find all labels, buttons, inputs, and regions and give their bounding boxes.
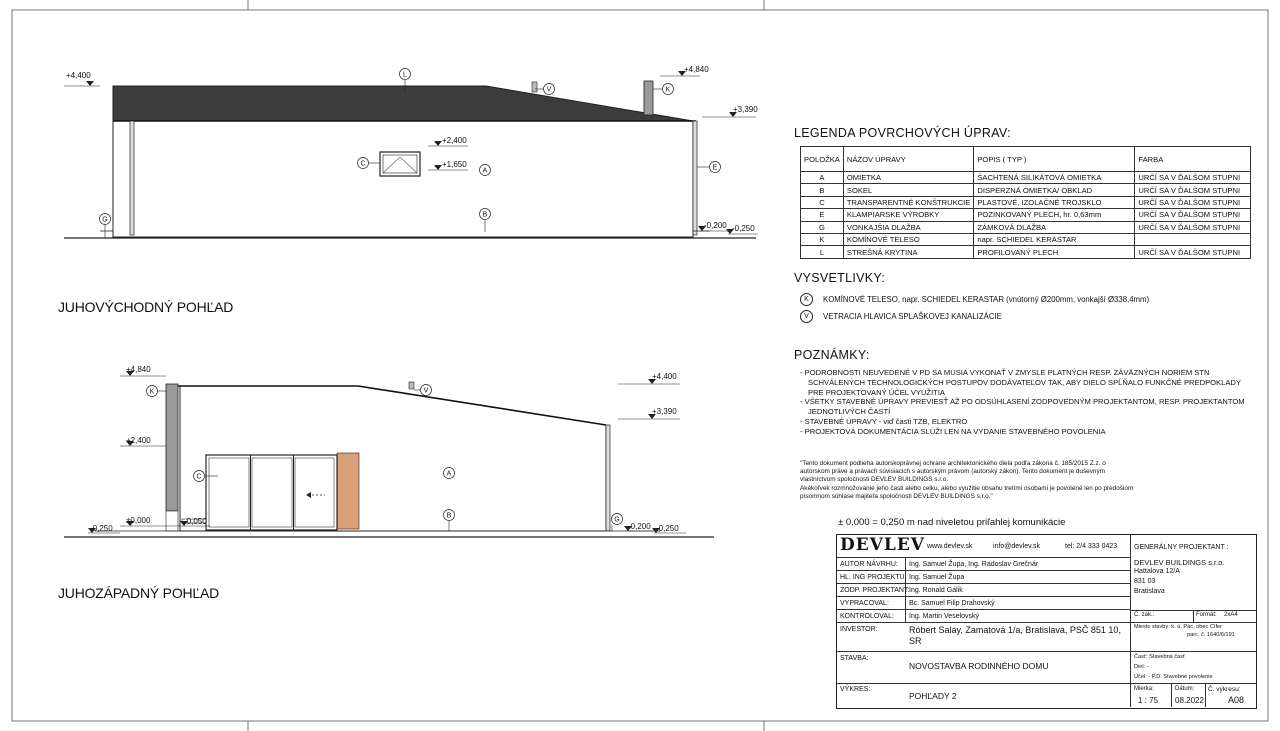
legend-table [800, 146, 1251, 259]
svg-text:L: L [403, 71, 407, 79]
svg-text:K: K [149, 388, 155, 396]
svg-text:G: G [102, 216, 108, 224]
explanations-title: VYSVETLIVKY: [794, 271, 886, 285]
level-label: +4,400 [652, 372, 677, 381]
chimney [166, 384, 178, 511]
legend-header: POPIS ( TYP ) [974, 147, 1135, 172]
level-label: +1,650 [442, 160, 467, 169]
date: 08.2022 [1175, 696, 1204, 705]
level-label: -0,250 [90, 524, 113, 533]
title-block: DEVLEV www.devlev.sk info@devlev.sk tel: 2/4 333 0423 AUTOR NÁVRHU: Ing. Samuel Župa, Ing. Radoslav Grečnár HL. ING PROJEKTU: Ing. Samuel Župa ZODP. PROJEKTANT: Ing. Ronald Gálik VYPRACOVAL: Bc. Samuel Filip Drahovský KONTROLOVAL: Ing. Martin Veselovský INVESTOR: Róbert Salay, Zamatová 1/a, Bratislava, PSČ 851 10, SR STAVBA: NOVOSTAVBA RODINNÉHO DOMU VÝKRES: POHĽADY 2 GENERÁLNY PROJEKTANT : DEVLEV BUILDINGS s.r.o. Hattalova 12/A 831 03 Bratislava Č. zak.: Formát: 2xA4 Miesto stavby: k. ú. Pác, obec Cífer parc. č. 1640/6/191 Časť: Stavebná časť Diel: - Účel: - P.D. Stavebné povolenie Mierka: 1 : 75 Dátum: 08.2022 Č. výkresu: A08 [836, 534, 1257, 709]
marker-v-icon: V [800, 310, 813, 323]
svg-text:C: C [360, 160, 366, 168]
level-label: +4,840 [684, 65, 709, 74]
note-line: SCHVÁLENÝCH TECHNOLOGICKÝCH POSTUPOV DODÁVATEĽOV TAK, ABY DIELO SPĹŇALO FUNKČNÉ PREDPOKLADY [808, 377, 1241, 387]
window [380, 152, 420, 176]
legend-row: K KOMÍNOVÉ TELESO napr. SCHIEDEL KERASTAR [801, 233, 1251, 245]
legend-row: L STREŠNÁ KRYTINA PROFILOVANÝ PLECH URČÍ SA V ĎALŠOM STUPNI [801, 246, 1251, 258]
level-label: +3,390 [652, 407, 677, 416]
svg-text:G: G [614, 516, 620, 524]
note-line: - STAVEBNÉ ÚPRAVY - viď časti TZB, ELEKTRO [800, 416, 968, 426]
svg-text:C: C [196, 473, 202, 481]
level-label: +3,390 [733, 105, 758, 114]
level-label: ±0,000 [126, 516, 151, 525]
legend-row: C TRANSPARENTNÉ KONŠTRUKCIE PLASTOVÉ, IZOLAČNÉ TROJSKLO URČÍ SA V ĎALŠOM STUPNI [801, 196, 1251, 208]
chimney-base [166, 511, 178, 531]
note-line: PRE PROJEKTOVANÝ ÚČEL VYUŽITIA [808, 387, 945, 397]
email: info@devlev.sk [993, 543, 1041, 550]
notes-title: POZNÁMKY: [794, 348, 870, 362]
roof-cladding [113, 86, 693, 121]
vent-stack [532, 82, 537, 92]
note-line: - VŠETKY STAVEBNÉ ÚPRAVY PREVIESŤ AŽ PO ODSÚHLASENÍ ZODPOVEDNÝM PROJEKTANTOM, RESP. PROJEKTANTOM [800, 397, 1245, 407]
downpipe [130, 121, 134, 235]
legend-header: POLOŽKA [801, 147, 844, 172]
explanation-item [800, 293, 1149, 306]
note-line: JEDNOTLIVÝCH ČASTÍ [808, 407, 891, 417]
investor-label: INVESTOR: [840, 626, 878, 633]
svg-text:B: B [482, 211, 488, 219]
stavba-label: STAVBA: [840, 655, 869, 662]
chimney [644, 81, 653, 115]
svg-text:K: K [665, 86, 671, 94]
downpipe [693, 121, 697, 235]
legend-header: FARBA [1135, 147, 1251, 172]
legend-row: E KLAMPIARSKE VÝROBKY POZINKOVANÝ PLECH, hr. 0,63mm URČÍ SA V ĎALŠOM STUPNI [801, 209, 1251, 221]
level-label: +4,840 [126, 365, 151, 374]
southwest-elevation [64, 365, 714, 537]
note-line: - PROJEKTOVÁ DOKUMENTÁCIA SLÚŽI LEN NA VYDANIE STAVEBNÉHO POVOLENIA [800, 426, 1106, 436]
note-line: - PODROBNOSTI NEUVEDENÉ V PD SA MUSIA VYKONAŤ V ZMYSLE PLATNÝCH RESP. ZÁVÄZNÝCH NORIEM STN [800, 368, 1210, 377]
notes-list [800, 368, 1245, 437]
legend-row: A OMIETKA ŠACHTENÁ SILIKÁTOVÁ OMIETKA URČÍ SA V ĎALŠOM STUPNI [801, 172, 1251, 184]
general-designer-label: GENERÁLNY PROJEKTANT : [1134, 544, 1229, 551]
drawing-number: A08 [1228, 695, 1245, 705]
legend-title: LEGENDA POVRCHOVÝCH ÚPRAV: [794, 126, 1011, 140]
glazed-wall [206, 455, 337, 530]
copyright-notice: "Tento dokument podlieha autorskoprávnej ochrane architektonického diela podľa zákona č. 185/2015 Z.z. o autorskom práve a právach súvisiacich s autorským právom (autorský zákon). Tento dokument je duševným vlastníctvom spoločnosti DEVLEV BUILDINGS s.r.o. Akékoľvek rozmnožovanie jeho časti alebo celku, alebo využitie obsahu tretími osobami je povolené len po predošlom písomnom súhlase majiteľa spoločnosti DEVLEV BUILDINGS s.r.o." [800, 460, 1134, 500]
explanation-item [800, 310, 1002, 323]
legend-row: G VONKAJŠIA DLAŽBA ZÁMKOVÁ DLAŽBA URČÍ SA V ĎALŠOM STUPNI [801, 221, 1251, 233]
svg-text:V: V [423, 387, 429, 395]
svg-text:V: V [546, 86, 552, 94]
svg-text:B: B [446, 512, 452, 520]
svg-text:A: A [446, 470, 452, 478]
level-label: -0,250 [656, 524, 679, 533]
phone: tel: 2/4 333 0423 [1065, 543, 1118, 550]
level-label: -0,200 [628, 522, 651, 531]
explanation-text: VETRACIA HLAVICA SPLAŠKOVEJ KANALIZÁCIE [823, 312, 1002, 321]
legend-row: B SOKEL DISPERZNÁ OMIETKA/ OBKLAD URČÍ SA V ĎALŠOM STUPNI [801, 184, 1251, 196]
marker-k-icon: K [800, 293, 813, 306]
company-name: DEVLEV BUILDINGS s.r.o. [1134, 558, 1225, 567]
legend-header: NÁZOV ÚPRAVY [843, 147, 973, 172]
legend-header-row [801, 147, 1251, 172]
level-label: -0,050 [184, 517, 207, 526]
reference-level-note: ± 0,000 = 0,250 m nad niveletou priľahlej komunikácie [838, 517, 1066, 528]
stavba-value: NOVOSTAVBA RODINNÉHO DOMU [909, 661, 1049, 671]
scale: 1 : 75 [1138, 696, 1159, 705]
vent-stack [409, 382, 414, 389]
level-label: -0,250 [732, 224, 755, 233]
vykres-value: POHĽADY 2 [909, 691, 957, 701]
website: www.devlev.sk [927, 543, 973, 550]
level-label: +4,400 [66, 71, 91, 80]
facade-wall [113, 121, 693, 237]
view-title-southwest: JUHOZÁPADNÝ POHĽAD [58, 585, 220, 601]
svg-text:A: A [482, 167, 488, 175]
investor-value: Róbert Salay, Zamatová 1/a, Bratislava, PSČ 851 10, SR [909, 625, 1121, 646]
view-title-southeast: JUHOVÝCHODNÝ POHĽAD [58, 299, 234, 315]
southeast-elevation [64, 65, 758, 238]
devlev-logo: DEVLEV [840, 535, 925, 555]
svg-text:E: E [712, 164, 718, 172]
level-label: -0,200 [704, 221, 727, 230]
explanation-text: KOMÍNOVÉ TELESO, napr. SCHIEDEL KERASTAR (vnútorný Ø200mm, vonkajší Ø338,4mm) [823, 295, 1150, 304]
level-label: +2,400 [442, 136, 467, 145]
vykres-label: VÝKRES: [840, 686, 871, 693]
downpipe [606, 425, 610, 531]
cladding-panel [337, 453, 359, 529]
level-label: +2,400 [126, 436, 151, 445]
